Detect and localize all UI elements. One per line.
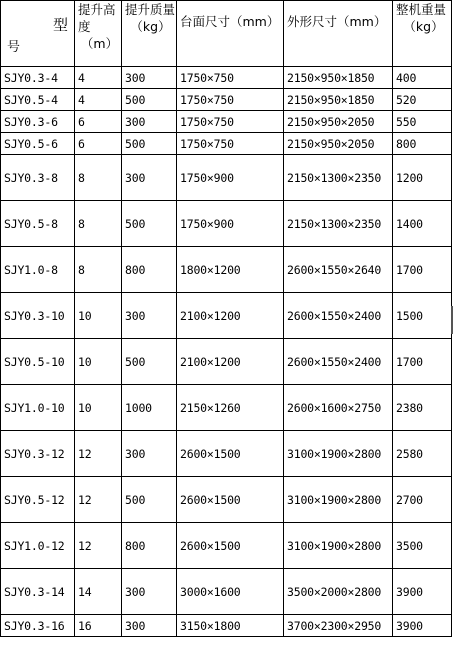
- platform-size-cell: 2100×1200: [177, 293, 284, 339]
- platform-size-cell: 1750×750: [177, 133, 284, 155]
- model-cell: SJY0.3-4: [1, 67, 75, 89]
- platform-size-cell: 2100×1200: [177, 339, 284, 385]
- model-cell: SJY0.5-6: [1, 133, 75, 155]
- model-cell: SJY0.5-4: [1, 89, 75, 111]
- table-row: [1, 385, 452, 431]
- table-row: [1, 201, 452, 247]
- header-platform-size-label: 台面尺寸（mm）: [180, 14, 280, 29]
- capacity-cell: 500: [122, 477, 177, 523]
- platform-size-cell: 2600×1500: [177, 431, 284, 477]
- table-row: [1, 155, 452, 201]
- table-row: [1, 247, 452, 293]
- capacity-cell: 500: [122, 133, 177, 155]
- header-model-bottom: 号: [7, 40, 21, 55]
- weight-cell: 2580: [393, 431, 452, 477]
- table-row: [1, 477, 452, 523]
- platform-size-cell: 1750×900: [177, 155, 284, 201]
- model-cell: SJY0.3-12: [1, 431, 75, 477]
- platform-size-cell: 2150×1260: [177, 385, 284, 431]
- outer-size-cell: 2150×1300×2350: [284, 201, 393, 247]
- weight-cell: 3900: [393, 615, 452, 637]
- weight-cell: 400: [393, 67, 452, 89]
- table-row: [1, 339, 452, 385]
- platform-size-cell: 1750×750: [177, 89, 284, 111]
- capacity-cell: 500: [122, 339, 177, 385]
- height-cell: 12: [75, 523, 122, 569]
- capacity-cell: 300: [122, 155, 177, 201]
- outer-size-cell: 3100×1900×2800: [284, 477, 393, 523]
- model-cell: SJY0.3-8: [1, 155, 75, 201]
- outer-size-cell: 2150×950×2050: [284, 111, 393, 133]
- table-row: [1, 569, 452, 615]
- table-body: [1, 67, 452, 637]
- header-machine-weight: [393, 1, 452, 67]
- capacity-cell: 1000: [122, 385, 177, 431]
- capacity-cell: 300: [122, 293, 177, 339]
- header-model: [1, 1, 75, 67]
- table-row: [1, 133, 452, 155]
- model-cell: SJY0.3-10: [1, 293, 75, 339]
- model-cell: SJY1.0-8: [1, 247, 75, 293]
- outer-size-cell: 2600×1550×2640: [284, 247, 393, 293]
- capacity-cell: 300: [122, 111, 177, 133]
- header-outer-size: [284, 1, 393, 67]
- header-lift-height: [75, 1, 122, 67]
- model-cell: SJY0.5-12: [1, 477, 75, 523]
- table-row: [1, 615, 452, 637]
- table-header-row: [1, 1, 452, 67]
- table-row: [1, 431, 452, 477]
- height-cell: 10: [75, 385, 122, 431]
- height-cell: 6: [75, 111, 122, 133]
- height-cell: 10: [75, 339, 122, 385]
- weight-cell: 2700: [393, 477, 452, 523]
- weight-cell: 3900: [393, 569, 452, 615]
- table-row: [1, 111, 452, 133]
- header-lift-capacity-label: 提升质量: [125, 2, 176, 17]
- capacity-cell: 300: [122, 67, 177, 89]
- weight-cell: 520: [393, 89, 452, 111]
- platform-size-cell: 1800×1200: [177, 247, 284, 293]
- platform-size-cell: 2600×1500: [177, 477, 284, 523]
- model-cell: SJY0.5-8: [1, 201, 75, 247]
- platform-size-cell: 1750×750: [177, 111, 284, 133]
- capacity-cell: 500: [122, 89, 177, 111]
- outer-size-cell: 3500×2000×2800: [284, 569, 393, 615]
- capacity-cell: 300: [122, 431, 177, 477]
- table-row: [1, 89, 452, 111]
- header-outer-size-label: 外形尺寸（mm）: [287, 14, 387, 29]
- height-cell: 4: [75, 67, 122, 89]
- model-cell: SJY1.0-12: [1, 523, 75, 569]
- height-cell: 8: [75, 201, 122, 247]
- outer-size-cell: 2150×950×1850: [284, 89, 393, 111]
- model-cell: SJY0.3-6: [1, 111, 75, 133]
- outer-size-cell: 2600×1550×2400: [284, 293, 393, 339]
- header-machine-weight-label: 整机重量: [396, 2, 447, 17]
- capacity-cell: 300: [122, 615, 177, 637]
- table-row: [1, 293, 452, 339]
- height-cell: 8: [75, 155, 122, 201]
- table-row: [1, 67, 452, 89]
- outer-size-cell: 2150×950×1850: [284, 67, 393, 89]
- capacity-cell: 800: [122, 247, 177, 293]
- weight-cell: 550: [393, 111, 452, 133]
- platform-size-cell: 3000×1600: [177, 569, 284, 615]
- weight-cell: 2380: [393, 385, 452, 431]
- header-lift-height-unit: （m）: [80, 36, 119, 51]
- height-cell: 12: [75, 477, 122, 523]
- height-cell: 6: [75, 133, 122, 155]
- height-cell: 16: [75, 615, 122, 637]
- header-machine-weight-unit: （kg）: [403, 19, 444, 34]
- platform-size-cell: 3150×1800: [177, 615, 284, 637]
- platform-size-cell: 2600×1500: [177, 523, 284, 569]
- header-model-top: 型: [52, 16, 68, 34]
- outer-size-cell: 2150×1300×2350: [284, 155, 393, 201]
- weight-cell: 1500: [393, 293, 452, 339]
- height-cell: 12: [75, 431, 122, 477]
- model-cell: SJY1.0-10: [1, 385, 75, 431]
- outer-size-cell: 2600×1600×2750: [284, 385, 393, 431]
- height-cell: 4: [75, 89, 122, 111]
- platform-size-cell: 1750×900: [177, 201, 284, 247]
- weight-cell: 1700: [393, 247, 452, 293]
- outer-size-cell: 3100×1900×2800: [284, 431, 393, 477]
- outer-size-cell: 2150×950×2050: [284, 133, 393, 155]
- weight-cell: 3500: [393, 523, 452, 569]
- model-cell: SJY0.3-14: [1, 569, 75, 615]
- platform-size-cell: 1750×750: [177, 67, 284, 89]
- height-cell: 8: [75, 247, 122, 293]
- weight-cell: 1700: [393, 339, 452, 385]
- table-row: [1, 523, 452, 569]
- outer-size-cell: 3100×1900×2800: [284, 523, 393, 569]
- capacity-cell: 800: [122, 523, 177, 569]
- header-platform-size: [177, 1, 284, 67]
- capacity-cell: 300: [122, 569, 177, 615]
- height-cell: 14: [75, 569, 122, 615]
- height-cell: 10: [75, 293, 122, 339]
- capacity-cell: 500: [122, 201, 177, 247]
- header-lift-capacity-unit: （kg）: [130, 19, 171, 34]
- header-lift-height-label: 提升高度: [78, 2, 116, 34]
- header-lift-capacity: [122, 1, 177, 67]
- outer-size-cell: 2600×1550×2400: [284, 339, 393, 385]
- outer-size-cell: 3700×2300×2950: [284, 615, 393, 637]
- model-cell: SJY0.3-16: [1, 615, 75, 637]
- model-cell: SJY0.5-10: [1, 339, 75, 385]
- weight-cell: 1200: [393, 155, 452, 201]
- weight-cell: 1400: [393, 201, 452, 247]
- weight-cell: 800: [393, 133, 452, 155]
